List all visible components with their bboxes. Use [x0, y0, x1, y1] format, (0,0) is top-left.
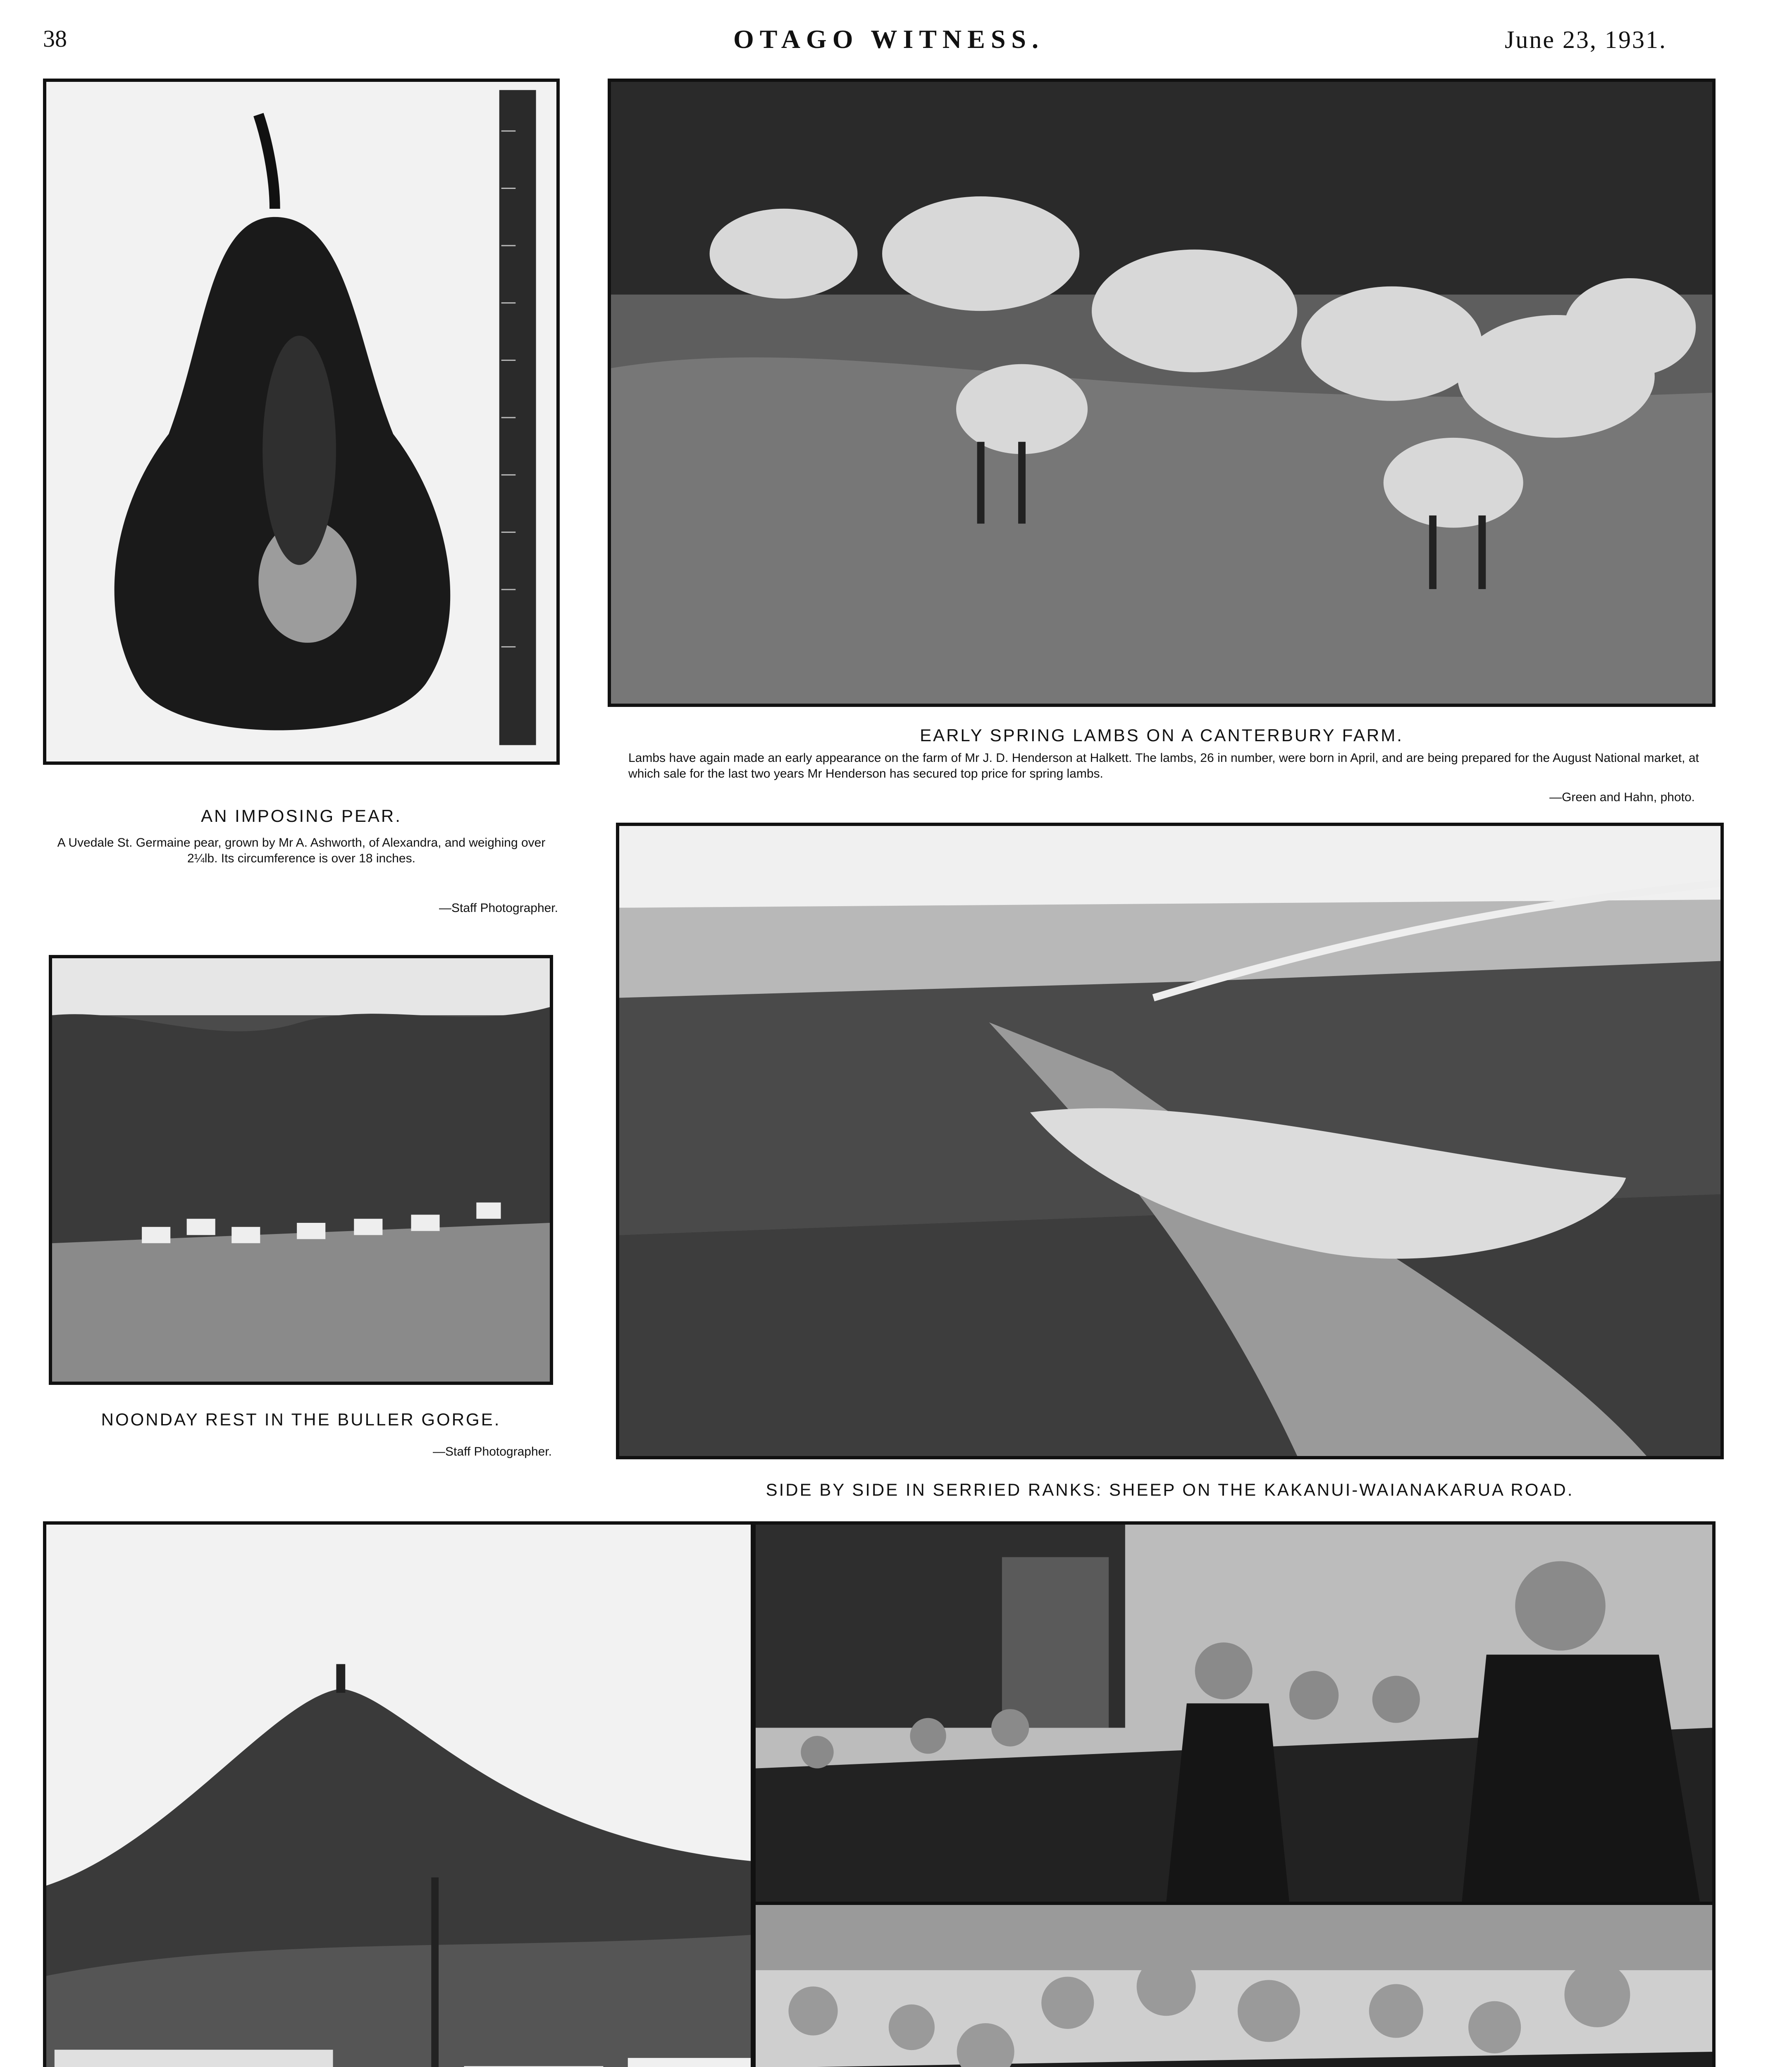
pear-caption: A Uvedale St. Germaine pear, grown by Mr A. Ashworth, of Alexandra, and weighing over 2¼lb. Its circumference is over 18 inches.: [57, 836, 546, 865]
puketapu-crest-photo: [43, 1521, 754, 2067]
lambs-headline: EARLY SPRING LAMBS ON A CANTERBURY FARM.: [920, 726, 1403, 745]
page-number: 38: [43, 25, 67, 52]
lambs-caption: Lambs have again made an early appearance on the farm of Mr J. D. Henderson at Halkett. The lambs, 26 in number, were born in April, and are being prepared for the August National market, at which sale for the last two years Mr Henderson has secured top price for spring lambs.: [628, 751, 1699, 780]
buller-credit: —Staff Photographer.: [433, 1445, 552, 1458]
pear-credit: —Staff Photographer.: [439, 901, 558, 915]
ceremony-above-photo: [752, 1521, 1716, 1906]
lambs-photo: [608, 79, 1716, 707]
lambs-credit: —Green and Hahn, photo.: [1549, 790, 1695, 804]
buller-headline: NOONDAY REST IN THE BULLER GORGE.: [101, 1410, 501, 1429]
issue-date: June 23, 1931.: [1505, 26, 1667, 53]
pear-headline: AN IMPOSING PEAR.: [201, 806, 402, 826]
road-headline: SIDE BY SIDE IN SERRIED RANKS: SHEEP ON THE KAKANUI-WAIANAKARUA ROAD.: [766, 1480, 1574, 1499]
buller-gorge-photo: [49, 955, 553, 1385]
pear-photo: [43, 79, 560, 765]
ceremony-below-photo: [752, 1902, 1716, 2067]
masthead: OTAGO WITNESS.: [733, 24, 1045, 54]
kakanui-road-photo: [616, 823, 1724, 1459]
